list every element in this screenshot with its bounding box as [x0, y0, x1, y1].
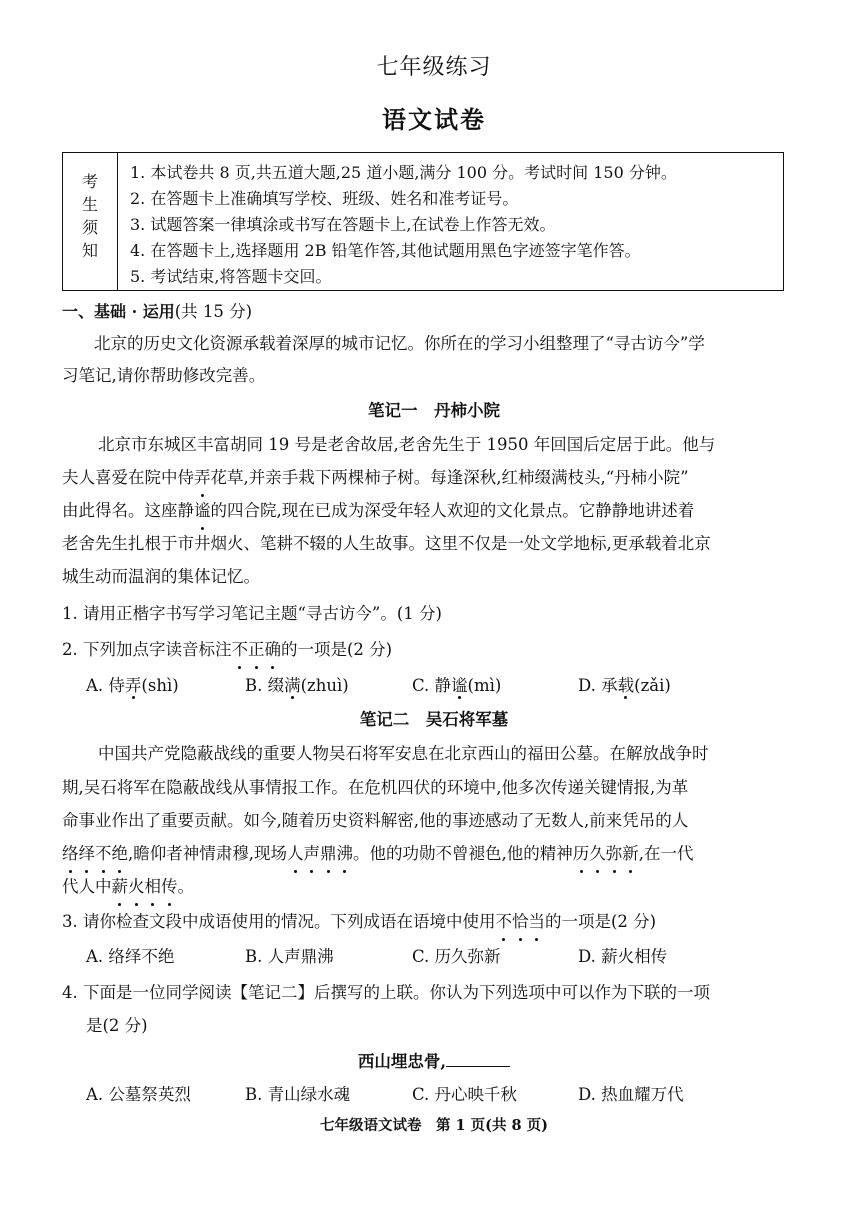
dotted-char: 传 [161, 871, 178, 903]
notice-item: 3. 试题答案一律填涂或书写在答题卡上,在试卷上作答无效。 [130, 215, 556, 234]
note2-line: 期,吴石将军在隐蔽战线从事情报工作。在危机四伏的环境中,他多次传递关键情报,为革 [62, 778, 689, 797]
text: 的一项是(2 分) [281, 640, 393, 659]
couplet-line [0, 1048, 868, 1072]
notice-items [118, 153, 784, 291]
dotted-char: 鼎 [320, 838, 337, 870]
text: 代人中 [62, 877, 112, 896]
text: 承 [601, 676, 618, 695]
note2-line [62, 838, 694, 870]
text: 。他的功勋不曾褪色,他的精神 [353, 844, 573, 863]
text: 夫人喜爱在院中侍 [62, 468, 194, 487]
text: 侍 [108, 676, 125, 695]
text: 的一项是(2 分) [545, 912, 657, 931]
note1-line: 老舍先生扎根于市井烟火、笔耕不辍的人生故事。这里不仅是一处文学地标,更承载着北京 [62, 534, 711, 553]
dotted-char: 当 [529, 906, 546, 938]
text: 。 [177, 877, 194, 896]
note2-line: 命事业作出了重要贡献。如今,随着历史资料解密,他的事迹感动了无数人,前来凭吊的人 [62, 811, 689, 830]
dotted-char: 络 [62, 838, 79, 870]
q3-option-c: C. 历久弥新 [412, 947, 501, 966]
dotted-char: 绎 [79, 838, 96, 870]
note2-title: 笔记二 吴石将军墓 [359, 710, 509, 729]
dotted-idiom [112, 877, 178, 896]
text: 2. 下列加点字读音标注 [62, 640, 232, 659]
note2-line [62, 871, 194, 903]
notice-label-char: 知 [81, 241, 98, 260]
q4-option-b: B. 青山绿水魂 [245, 1085, 351, 1104]
exam-notice-box [62, 152, 784, 291]
q3-option-b: B. 人声鼎沸 [245, 947, 334, 966]
q2-option-b [245, 672, 349, 696]
note2-line: 中国共产党隐蔽战线的重要人物吴石将军安息在北京西山的福田公墓。在解放战争时 [98, 744, 709, 763]
dotted-idiom [62, 844, 128, 863]
text: 由此得名。这座静 [62, 501, 194, 520]
q4-option-d: D. 热血耀万代 [578, 1085, 684, 1104]
q3-option-d: D. 薪火相传 [578, 947, 668, 966]
dotted-char: 久 [589, 838, 606, 870]
notice-label-char: 须 [81, 218, 98, 237]
note1-line: 城生动而温润的集体记忆。 [62, 567, 260, 586]
notice-label-char: 生 [81, 195, 98, 214]
dotted-char: 声 [304, 838, 321, 870]
notice-item: 1. 本试卷共 8 页,共五道大题,25 道小题,满分 100 分。考试时间 150 分钟。 [130, 163, 677, 182]
q4-option-c: C. 丹心映千秋 [412, 1085, 518, 1104]
answer-blank [446, 1052, 510, 1067]
dotted-char: 不 [232, 634, 249, 666]
intro-line: 北京的历史文化资源承载着深厚的城市记忆。你所在的学习小组整理了“寻古访今”学 [94, 334, 705, 353]
question-2 [62, 634, 392, 666]
q3-option-a: A. 络绎不绝 [86, 947, 175, 966]
dotted-char: 沸 [337, 838, 354, 870]
note1-line [62, 495, 694, 527]
option-letter: B. [245, 676, 263, 695]
dotted-char: 满 [284, 672, 301, 696]
option-letter: D. [578, 676, 596, 695]
dotted-char: 薪 [112, 871, 129, 903]
text: ,瞻仰者神情肃穆,现场 [128, 844, 287, 863]
q2-option-c [412, 672, 501, 696]
text: 的四合院,现在已成为深受年轻人欢迎的文化景点。它静静地讲述着 [210, 501, 695, 520]
dotted-char: 谧 [451, 672, 468, 696]
text: (zhuì) [300, 676, 349, 695]
dotted-char: 恰 [512, 906, 529, 938]
question-4-cont: 是(2 分) [86, 1016, 148, 1035]
subject-title: 语文试卷 [382, 105, 486, 134]
dotted-char: 正 [248, 634, 265, 666]
dotted-idiom [573, 844, 639, 863]
option-letter: A. [86, 676, 104, 695]
section-points: (共 15 分) [174, 302, 253, 321]
grade-title: 七年级练习 [376, 55, 492, 80]
dotted-char: 弄 [194, 462, 211, 494]
text: 静 [434, 676, 452, 695]
dotted-char: 谧 [194, 495, 211, 527]
q2-option-a [86, 672, 179, 696]
question-4: 4. 下面是一位同学阅读【笔记二】后撰写的上联。你认为下列选项中可以作为下联的一项 [62, 983, 710, 1002]
text: (zǎi) [634, 676, 671, 695]
note1-line: 北京市东城区丰富胡同 19 号是老舍故居,老舍先生于 1950 年回国后定居于此。他与 [98, 435, 716, 454]
notice-item: 4. 在答题卡上,选择题用 2B 铅笔作答,其他试题用黑色字迹签字笔作答。 [130, 241, 641, 260]
dotted-char: 不 [95, 838, 112, 870]
notice-label [63, 153, 118, 291]
dotted-char: 绝 [112, 838, 129, 870]
notice-item: 2. 在答题卡上准确填写学校、班级、姓名和准考证号。 [130, 189, 519, 208]
dotted-char: 确 [265, 634, 282, 666]
question-3 [62, 906, 656, 938]
question-1: 1. 请用正楷字书写学习笔记主题“寻古访今”。(1 分) [62, 604, 442, 623]
dotted-char: 火 [128, 871, 145, 903]
text: 花草,并亲手栽下两棵柿子树。每逢深秋,红柿缀满枝头,“丹柿小院” [210, 468, 689, 487]
text: (shì) [141, 676, 179, 695]
dotted-char: 相 [145, 871, 162, 903]
couplet-upper: 西山埋忠骨, [357, 1052, 447, 1071]
dotted-char: 弥 [606, 838, 623, 870]
note1-title: 笔记一 丹柿小院 [368, 401, 500, 420]
text: (mì) [467, 676, 502, 695]
intro-line: 习笔记,请你帮助修改完善。 [62, 366, 266, 385]
text: ,在一代 [638, 844, 694, 863]
section-title: 一、基础 · 运用 [62, 302, 175, 321]
q4-option-a: A. 公墓祭英烈 [86, 1085, 191, 1104]
dotted-char: 历 [573, 838, 590, 870]
notice-label-char: 考 [81, 172, 98, 191]
dotted-char: 弄 [125, 672, 142, 696]
dotted-char: 新 [622, 838, 639, 870]
page-footer: 七年级语文试卷 第 1 页(共 8 页) [319, 1117, 549, 1134]
dotted-idiom [287, 844, 353, 863]
dotted-char: 不 [496, 906, 513, 938]
q2-option-d [578, 672, 671, 696]
dotted-char: 人 [287, 838, 304, 870]
dotted-char: 载 [618, 672, 635, 696]
section-heading [62, 296, 252, 328]
text: 3. 请你检查文段中成语使用的情况。下列成语在语境中使用 [62, 912, 496, 931]
option-letter: C. [412, 676, 430, 695]
note1-line [62, 462, 689, 494]
text: 缀 [267, 676, 285, 695]
notice-item: 5. 考试结束,将答题卡交回。 [130, 267, 332, 286]
